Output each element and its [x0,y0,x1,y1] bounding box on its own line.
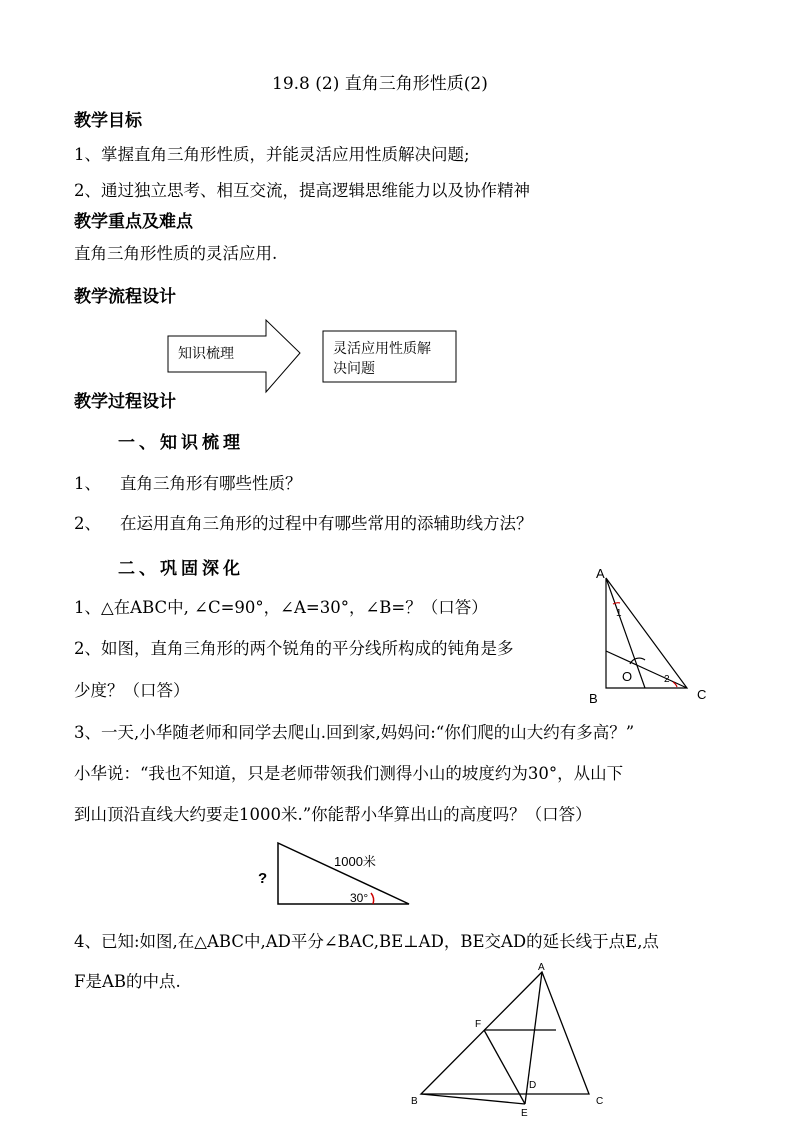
fig2-height-label: ? [258,870,268,887]
fig2-length-label: 1000米 [334,854,376,869]
goal-1: 1、掌握直角三角形性质，并能灵活应用性质解决问题; [74,145,470,164]
fig1-label-o: O [622,669,633,684]
fig1-label-a: A [596,566,605,581]
fig1-label-2: 2 [664,674,670,685]
page-title: 19.8 (2) 直角三角形性质(2) [272,74,488,94]
question-2-text: 在运用直角三角形的过程中有哪些常用的添辅助线方法？ [120,514,533,533]
problem-1: 1、△在ABC中, ∠C=90°，∠A=30°，∠B=？（口答） [74,598,488,617]
goals-heading: 教学目标 [74,111,142,131]
fig3-label-a: A [538,962,545,973]
flow-step-2-line2: 决问题 [333,361,375,377]
fig1-label-c: C [697,687,707,702]
problem-3-line1: 3、一天,小华随老师和同学去爬山.回到家,妈妈问:“你们爬的山大约有多高？” [74,723,635,742]
question-1-text: 直角三角形有哪些性质？ [120,474,302,493]
fig3-label-e: E [521,1108,528,1119]
fig3-label-b: B [411,1096,418,1107]
fig1-label-b: B [589,691,598,706]
section-1-heading: 一、知识梳理 [118,433,244,453]
key-text: 直角三角形性质的灵活应用. [74,244,278,263]
question-1-number: 1、 [74,474,101,493]
goal-2: 2、通过独立思考、相互交流，提高逻辑思维能力以及协作精神 [74,181,530,200]
section-2-heading: 二、巩固深化 [118,559,244,579]
fig1-label-1: 1 [616,608,622,619]
key-heading: 教学重点及难点 [74,212,193,232]
flow-step-1: 知识梳理 [178,346,234,362]
fig2-angle-label: 30° [350,891,369,905]
flow-heading: 教学流程设计 [74,287,176,307]
problem-3-line3: 到山顶沿直线大约要走1000米.”你能帮小华算出山的高度吗？（口答） [74,805,592,824]
fig3-label-f: F [475,1019,482,1030]
question-2-number: 2、 [74,514,101,533]
problem-4-line1: 4、已知:如图,在△ABC中,AD平分∠BAC,BE⊥AD，BE交AD的延长线于点E,点 [74,932,659,951]
fig3-label-c: C [596,1096,604,1107]
problem-2-line2: 少度？（口答） [74,681,190,700]
problem-2-line1: 2、如图，直角三角形的两个锐角的平分线所构成的钝角是多 [74,639,514,658]
problem-3-line2: 小华说：“我也不知道，只是老师带领我们测得小山的坡度约为30°，从山下 [74,764,624,783]
process-heading: 教学过程设计 [74,392,176,412]
fig3-label-d: D [529,1080,537,1091]
problem-4-line2: F是AB的中点. [74,972,181,991]
flow-step-2-line1: 灵活应用性质解 [333,341,431,357]
